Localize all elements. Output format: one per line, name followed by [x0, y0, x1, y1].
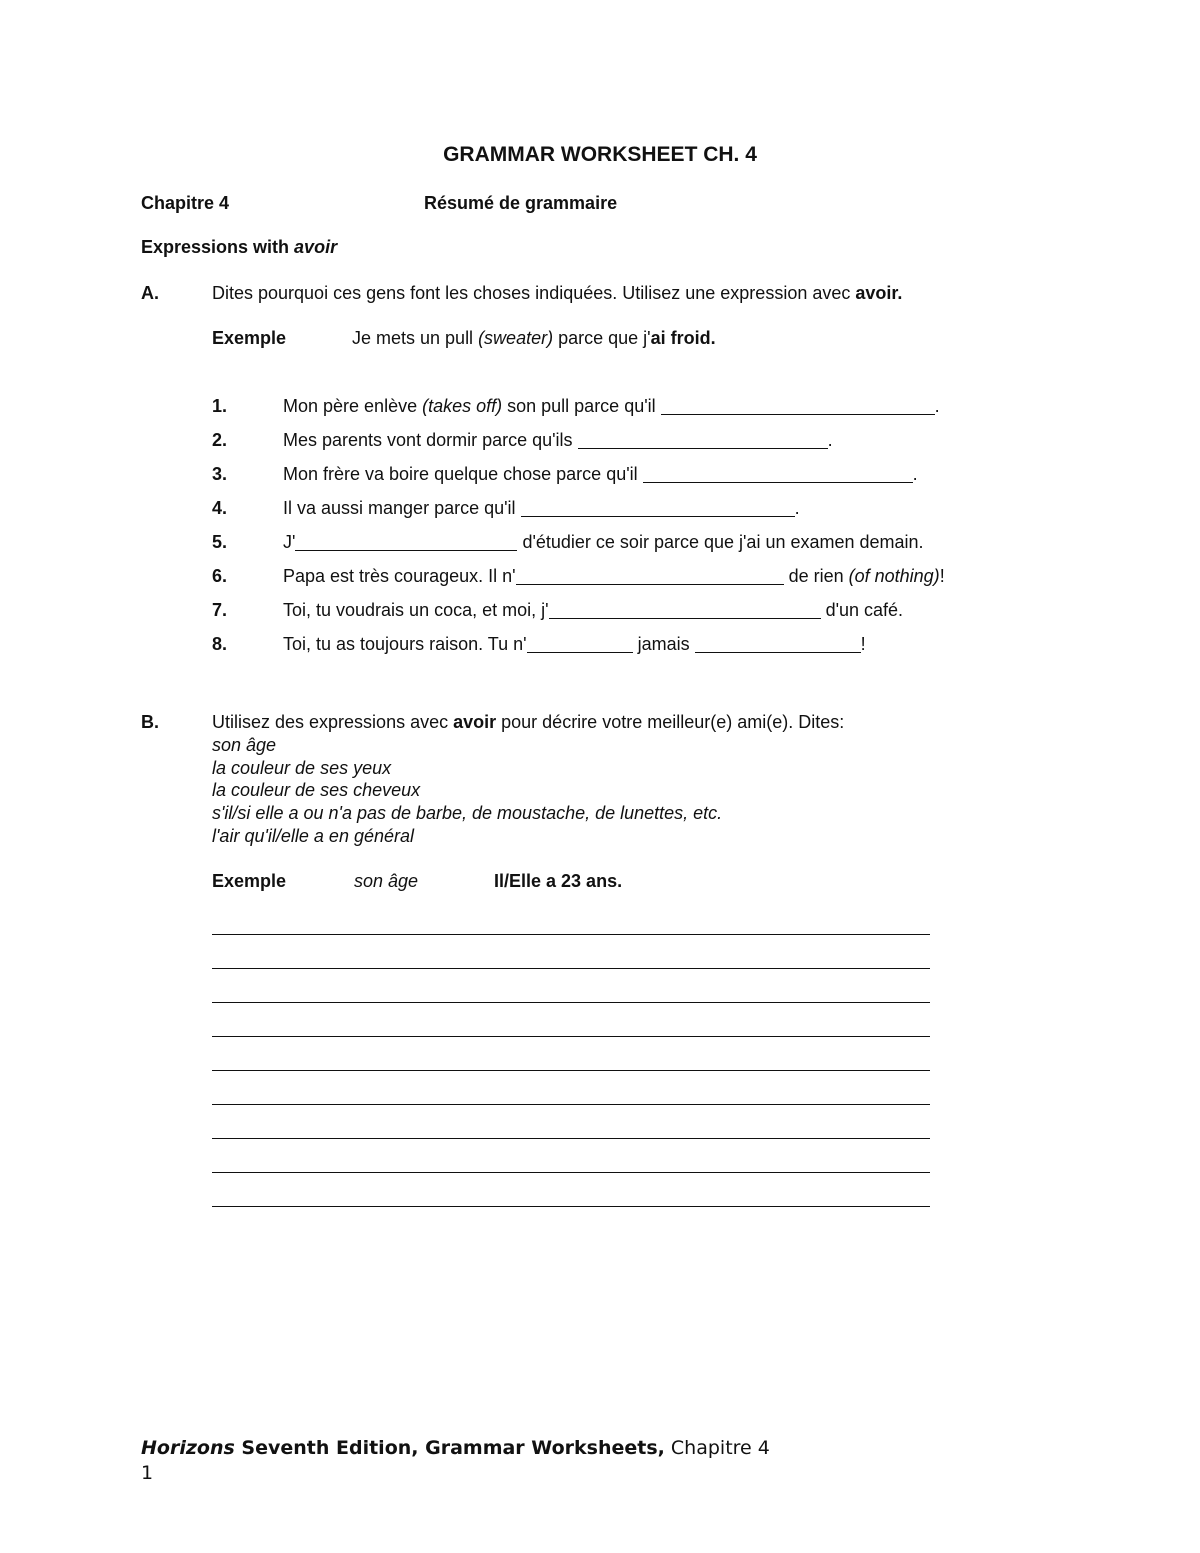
- item-number: 7.: [212, 600, 228, 620]
- answer-blank[interactable]: [549, 602, 821, 619]
- item-text: Il va aussi manger parce qu'il: [283, 498, 521, 518]
- part-b-instruction-bold: avoir: [453, 712, 497, 732]
- section-heading-avoir: avoir: [294, 237, 338, 257]
- item-text: .: [794, 498, 800, 518]
- list-item: [283, 532, 924, 553]
- list-item: [283, 498, 800, 519]
- item-gloss: (of nothing): [848, 566, 940, 586]
- prompt-item: s'il/si elle a ou n'a pas de barbe, de moustache, de lunettes, etc.: [212, 803, 723, 823]
- footer-book-title: Horizons: [141, 1437, 235, 1459]
- writing-line[interactable]: [212, 1104, 930, 1105]
- footer: [141, 1437, 770, 1459]
- item-text: d'un café.: [820, 600, 904, 620]
- writing-line[interactable]: [212, 934, 930, 935]
- part-a-instruction-text: Dites pourquoi ces gens font les choses indiquées. Utilisez une expression avec: [212, 283, 856, 303]
- prompt-item: la couleur de ses cheveux: [212, 780, 421, 800]
- list-item: [283, 464, 918, 485]
- part-a-example: [352, 328, 716, 349]
- part-b-instruction-text: pour décrire votre meilleur(e) ami(e). Dites:: [496, 712, 845, 732]
- list-item: [283, 600, 903, 621]
- footer-edition: Seventh Edition, Grammar Worksheets,: [234, 1437, 665, 1459]
- item-text: .: [934, 396, 940, 416]
- part-b-letter: B.: [141, 712, 159, 732]
- worksheet-title: GRAMMAR WORKSHEET CH. 4: [443, 143, 757, 166]
- section-heading: [141, 237, 337, 258]
- answer-blank[interactable]: [516, 568, 784, 585]
- item-number: 1.: [212, 396, 228, 416]
- list-item: [283, 634, 866, 655]
- list-item: [283, 430, 833, 451]
- answer-blank[interactable]: [643, 466, 913, 483]
- writing-line[interactable]: [212, 1138, 930, 1139]
- item-number: 5.: [212, 532, 228, 552]
- writing-line[interactable]: [212, 1036, 930, 1037]
- item-text: Papa est très courageux. Il n': [283, 566, 516, 586]
- item-gloss: (takes off): [422, 396, 503, 416]
- item-text: d'étudier ce soir parce que j'ai un examen demain.: [517, 532, 924, 552]
- example-text-bold: ai froid.: [650, 328, 716, 348]
- answer-blank[interactable]: [578, 432, 828, 449]
- item-text: !: [860, 634, 866, 654]
- summary-label: Résumé de grammaire: [424, 193, 618, 213]
- part-a-instruction: [212, 283, 902, 304]
- answer-blank[interactable]: [295, 534, 517, 551]
- item-text: !: [939, 566, 945, 586]
- item-text: Mon frère va boire quelque chose parce qu'il: [283, 464, 643, 484]
- footer-chapter: Chapitre 4: [664, 1437, 770, 1459]
- answer-blank[interactable]: [527, 636, 633, 653]
- part-a-instruction-bold: avoir.: [855, 283, 903, 303]
- part-b-example-label: Exemple: [212, 871, 287, 891]
- prompt-item: la couleur de ses yeux: [212, 758, 392, 778]
- answer-blank[interactable]: [521, 500, 795, 517]
- part-b-example-prompt: son âge: [354, 871, 419, 891]
- item-text: de rien: [783, 566, 849, 586]
- writing-line[interactable]: [212, 1172, 930, 1173]
- item-number: 4.: [212, 498, 228, 518]
- list-item: [283, 566, 945, 587]
- part-a-example-label: Exemple: [212, 328, 287, 348]
- item-number: 6.: [212, 566, 228, 586]
- part-b-instruction-text: Utilisez des expressions avec: [212, 712, 454, 732]
- writing-line[interactable]: [212, 1206, 930, 1207]
- writing-line[interactable]: [212, 1070, 930, 1071]
- page-number: 1: [141, 1462, 154, 1484]
- example-text-1: Je mets un pull: [352, 328, 479, 348]
- example-text-em: (sweater): [478, 328, 554, 348]
- item-text: Mon père enlève: [283, 396, 423, 416]
- item-text: Toi, tu as toujours raison. Tu n': [283, 634, 527, 654]
- chapter-label: Chapitre 4: [141, 193, 230, 213]
- item-text: Mes parents vont dormir parce qu'ils: [283, 430, 578, 450]
- writing-line[interactable]: [212, 968, 930, 969]
- item-text: J': [283, 532, 296, 552]
- item-text: Toi, tu voudrais un coca, et moi, j': [283, 600, 549, 620]
- part-b-example-answer: Il/Elle a 23 ans.: [494, 871, 623, 891]
- part-a-letter: A.: [141, 283, 159, 303]
- prompt-item: l'air qu'il/elle a en général: [212, 826, 414, 846]
- item-text: .: [912, 464, 918, 484]
- example-text-2: parce que j': [553, 328, 651, 348]
- section-heading-text: Expressions with: [141, 237, 295, 257]
- item-number: 3.: [212, 464, 228, 484]
- item-number: 8.: [212, 634, 228, 654]
- prompt-item: son âge: [212, 735, 277, 755]
- list-item: [283, 396, 940, 417]
- item-number: 2.: [212, 430, 228, 450]
- item-text: son pull parce qu'il: [502, 396, 661, 416]
- part-b-instruction: [212, 712, 844, 733]
- answer-blank[interactable]: [695, 636, 861, 653]
- answer-blank[interactable]: [661, 398, 935, 415]
- item-text: jamais: [632, 634, 695, 654]
- item-text: .: [827, 430, 833, 450]
- writing-line[interactable]: [212, 1002, 930, 1003]
